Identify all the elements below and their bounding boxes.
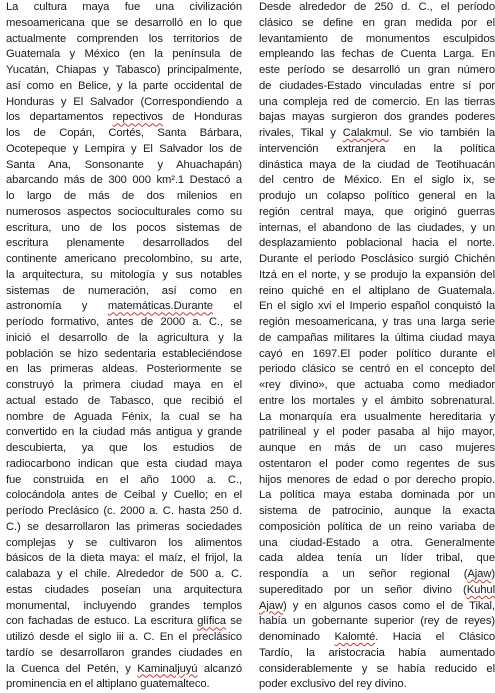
- text-line: una ciudad-Estado a otra. Generalmente: [259, 536, 495, 549]
- spelling-flag: Ajaw: [467, 568, 492, 580]
- text-line: la Cuenca del Petén, y Kaminaljuyú alcanzó: [6, 662, 243, 675]
- text-line: mesoamericana que se desarrolló en lo que: [6, 16, 242, 29]
- text-line: cada aldea tenía un líder tribal, que: [259, 552, 495, 565]
- text-line: rivales, Tikal y Calakmul. Se vio también la: [259, 127, 495, 139]
- text-line: intervención extranjera en la política: [259, 142, 495, 155]
- text-line: ostentaron el poder como regentes de sus: [259, 457, 495, 470]
- spelling-flag: glífica: [197, 615, 226, 628]
- text-line: monumental, incluyendo grandes templos: [6, 599, 242, 612]
- text-line: La monarquía era usualmente hereditaria y: [259, 410, 495, 423]
- text-line: internas, el abandono de las ciudades, y un: [259, 221, 495, 234]
- text-line: así como en Belice, y la parte occidental de: [6, 79, 242, 92]
- text-line: aunque en más de un caso mujeres: [259, 442, 495, 454]
- text-line: del centro de México. En el siglo ix, se: [259, 174, 495, 187]
- text-line: bajas mayas surgieron dos grandes poderes: [259, 111, 495, 124]
- text-line: los de Copán, Cortés, Santa Bárbara,: [6, 127, 242, 139]
- text-line: lo largo de más de dos milenios en: [6, 190, 242, 202]
- text-line: «rey divino», que actuaba como mediador: [259, 379, 495, 391]
- text-line: de ciudades-Estado vinculadas entre sí por: [259, 79, 495, 92]
- text-line: considerablemente y se había reducido el: [259, 662, 495, 675]
- text-line: hijos menores de edad o por derecho propio.: [259, 473, 495, 486]
- text-line: entre los mortales y el ámbito sobrenatural.: [259, 394, 495, 407]
- text-line: inició el desarrollo de la agricultura y la: [6, 331, 242, 344]
- text-line: supereditado por un señor divino (Kuhul: [259, 583, 495, 596]
- text-line: los departamentos repectivos de Honduras: [6, 111, 242, 124]
- text-line: Ocotepeque y Lempira y El Salvador los de: [6, 142, 242, 155]
- text-line: Honduras y El Salvador (Correspondiendo a: [6, 95, 242, 108]
- text-line: radiocarbono indican que esta ciudad maya: [6, 457, 242, 470]
- spelling-flag: Kuhul: [466, 583, 495, 596]
- text-line: período formativo, antes de 2000 a. C., se: [6, 316, 242, 328]
- spelling-flag: matemáticas.Durante: [107, 300, 213, 313]
- text-line: convertido en la ciudad más antigua y grande: [6, 426, 242, 439]
- text-line: composición política de un reino variaba de: [259, 520, 495, 533]
- text-line: numerosos aspectos socioculturales como su: [6, 205, 242, 218]
- text-line: de campañas militares la última ciudad maya: [259, 331, 495, 344]
- text-line: calabaza y el chile. Alrededor de 500 a. C.: [6, 568, 242, 580]
- text-line: descubierta, ya que los estudios de: [6, 442, 242, 454]
- text-line: actualmente comprenden los territorios de: [6, 32, 242, 45]
- text-line: había un gobernante superior (rey de reyes): [259, 615, 495, 628]
- text-line: Ajaw) y en algunos casos como el de Tikal,: [259, 599, 495, 612]
- text-line: la arquitectura, su mitología y sus notables: [6, 268, 242, 281]
- text-line: sistemas de numeración, así como en: [6, 284, 242, 297]
- text-line: patrilineal y el poder pasaba al hijo mayor,: [259, 426, 495, 439]
- text-line: denominado Kalomté. Hacia el Clásico: [259, 631, 495, 643]
- text-line: Guatemala y México (en la península de: [6, 48, 242, 61]
- text-line: produjo un colapso político general en la: [259, 190, 495, 202]
- text-line: fue construida en el año 1000 a. C.,: [6, 473, 242, 486]
- text-line: actual estado de Tabasco, que recibió el: [6, 394, 242, 407]
- text-line: tardío se desarrollaron grandes ciudades en: [6, 646, 242, 659]
- text-line: construyó la primera ciudad maya en el: [6, 379, 242, 391]
- right-column: [259, 0, 495, 693]
- left-column: [6, 0, 242, 693]
- text-line: desplazamiento poblacional hacia el norte.: [259, 237, 495, 250]
- text-line: dinástica maya de la ciudad de Teotihuacán: [259, 158, 495, 171]
- text-line: reino quiché en el altiplano de Guatemala.: [259, 284, 495, 297]
- text-line: población se hizo sedentaria estableciéndose: [6, 347, 242, 360]
- text-line: Desde alrededor de 250 d. C., el período: [259, 1, 495, 13]
- text-line: levantamiento de monumentos esculpidos: [259, 32, 495, 45]
- spelling-flag: Kaminaljuyú: [137, 662, 198, 675]
- text-line: escritura, uno de los pocos sistemas de: [6, 221, 242, 234]
- text-line: nombre de Aguada Fénix, la cual se ha: [6, 410, 242, 423]
- text-line: prominencia en el altiplano guatemalteco.: [6, 678, 210, 691]
- text-line: abarcando más de 300 000 km².1 Destacó a: [6, 174, 242, 187]
- text-line: empleando las fechas de Cuenta Larga. En: [259, 48, 495, 61]
- text-line: clásico se define en gran medida por el: [259, 16, 495, 29]
- text-line: poder exclusivo del rey divino.: [259, 678, 407, 691]
- text-line: región central maya, que originó guerras: [259, 205, 495, 218]
- text-line: cayó en 1697.El poder político durante el: [259, 347, 495, 360]
- text-line: C.) se desarrollaron las primeras sociedades: [6, 520, 242, 533]
- text-line: sistema de patrocinio, aunque la exacta: [259, 505, 495, 517]
- text-line: periodo clásico se centró en el concepto del: [259, 363, 495, 376]
- text-line: utilizó desde el siglo iii a. C. En el preclásico: [6, 631, 242, 643]
- spelling-flag: Kalomté: [334, 631, 376, 643]
- text-line: colocándola antes de Ceibal y Cuello; en el: [6, 489, 242, 502]
- text-line: básicos de la dieta maya: el maíz, el frijol, la: [6, 552, 242, 565]
- text-line: en las primeras aldeas. Posteriormente se: [6, 363, 242, 376]
- text-line: este período se desarrolló un gran número: [259, 64, 495, 76]
- text-line: respondía a un señor regional (Ajaw): [259, 568, 495, 580]
- text-line: En el siglo xvi el Imperio español conquistó la: [259, 300, 495, 313]
- text-line: Tardío, la aristocracia había aumentado: [259, 646, 495, 659]
- text-line: Durante el período Posclásico surgió Chichén: [259, 253, 495, 265]
- text-line: astronomía y matemáticas.Durante el: [6, 300, 242, 313]
- text-line: La política maya estaba dominada por un: [259, 489, 495, 502]
- text-line: continente americano precolombino, su arte,: [6, 253, 242, 265]
- text-line: estas ciudades poseían una arquitectura: [6, 583, 242, 596]
- text-line: Yucatán, Chiapas y Tabasco) principalmente,: [6, 64, 242, 76]
- text-line: Itzá en el norte, y se produjo la expansión del: [259, 268, 495, 281]
- text-line: período Preclásico (c. 2000 a. C. hasta 250 d.: [6, 505, 242, 517]
- text-line: una compleja red de comercio. En las tierras: [259, 95, 495, 108]
- text-line: con fachadas de estuco. La escritura glífica se: [6, 615, 242, 628]
- text-line: región mesoamericana, y tras una larga serie: [259, 316, 495, 328]
- text-line: complejas y se cultivaron los alimentos: [6, 536, 242, 549]
- text-line: escritura plenamente desarrollados del: [6, 237, 242, 250]
- spelling-flag: Ajaw: [259, 599, 283, 612]
- spelling-flag: Calakmul: [342, 127, 389, 139]
- text-line: La cultura maya fue una civilización: [6, 1, 242, 13]
- text-line: Santa Ana, Sonsonante y Ahuachapán): [6, 158, 242, 171]
- spelling-flag: repectivos: [112, 111, 163, 124]
